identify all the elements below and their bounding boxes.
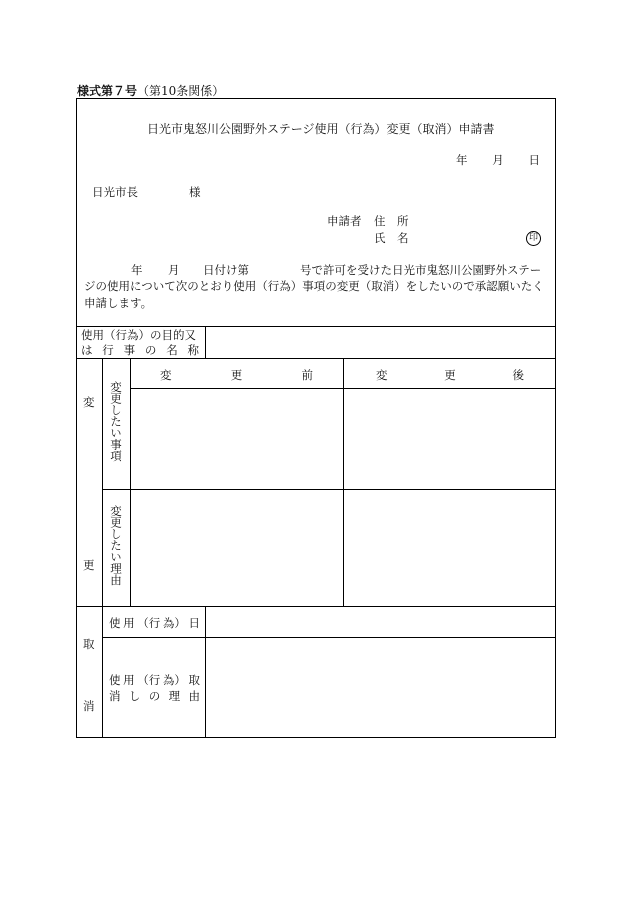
change-reason-label: 変更したい理由	[109, 505, 123, 586]
cancel-date-cell[interactable]	[206, 607, 555, 637]
body-permit-text: 号で許可を受けた日光市鬼怒川公園野外ステー	[300, 263, 542, 277]
date-day-label: 日	[528, 153, 540, 167]
body-month: 月	[168, 263, 180, 277]
change-items-before-cell[interactable]	[131, 389, 343, 489]
seal-mark: 印	[526, 231, 541, 246]
form-title: 日光市鬼怒川公園野外ステージ使用（行為）変更（取消）申請書	[147, 122, 495, 136]
change-reason-before-cell[interactable]	[131, 490, 343, 606]
change-reason-after-cell[interactable]	[344, 490, 555, 606]
date-year-label: 年	[456, 153, 468, 167]
purpose-label-line1: 使用（行為）の目的又	[81, 328, 196, 342]
body-paragraph: ジの使用について次のとおり使用（行為）事項の変更（取消）をしたいので承認願いたく申請します。	[84, 279, 544, 310]
addressee-name: 日光市長	[92, 185, 138, 199]
applicant-address-label: 住 所	[374, 214, 409, 228]
form-number: 様式第７号（第10条関係）	[77, 84, 225, 98]
purpose-value-cell[interactable]	[206, 327, 555, 358]
rule-purpose-bottom	[76, 358, 556, 359]
addressee-honorific: 様	[189, 185, 201, 199]
cancel-section-label-bottom: 消	[83, 699, 95, 713]
rule-section-label-divider	[102, 358, 103, 738]
cancel-date-label: 使 用 （行 為） 日	[109, 616, 200, 630]
date-month-label: 月	[492, 153, 504, 167]
cancel-reason-cell[interactable]	[206, 638, 555, 737]
body-year: 年	[131, 263, 143, 277]
date-line	[456, 152, 540, 168]
change-section-label-bottom: 更	[83, 558, 95, 572]
applicant-label: 申請者	[327, 214, 362, 228]
applicant-name-label: 氏 名	[374, 231, 409, 245]
cancel-reason-label-line1: 使 用 （行 為） 取	[109, 673, 200, 687]
after-header: 変 更 後	[376, 368, 524, 382]
before-header: 変 更 前	[160, 368, 313, 382]
change-items-after-cell[interactable]	[344, 389, 555, 489]
purpose-label-line2: は 行 事 の 名 称	[81, 343, 199, 357]
cancel-section-label-top: 取	[83, 637, 95, 651]
change-items-label: 変更したい事項	[109, 381, 123, 462]
cancel-reason-label-line2: 消 し の 理 由	[109, 689, 200, 703]
body-day-number: 日付け第	[203, 263, 249, 277]
change-section-label-top: 変	[83, 395, 95, 409]
